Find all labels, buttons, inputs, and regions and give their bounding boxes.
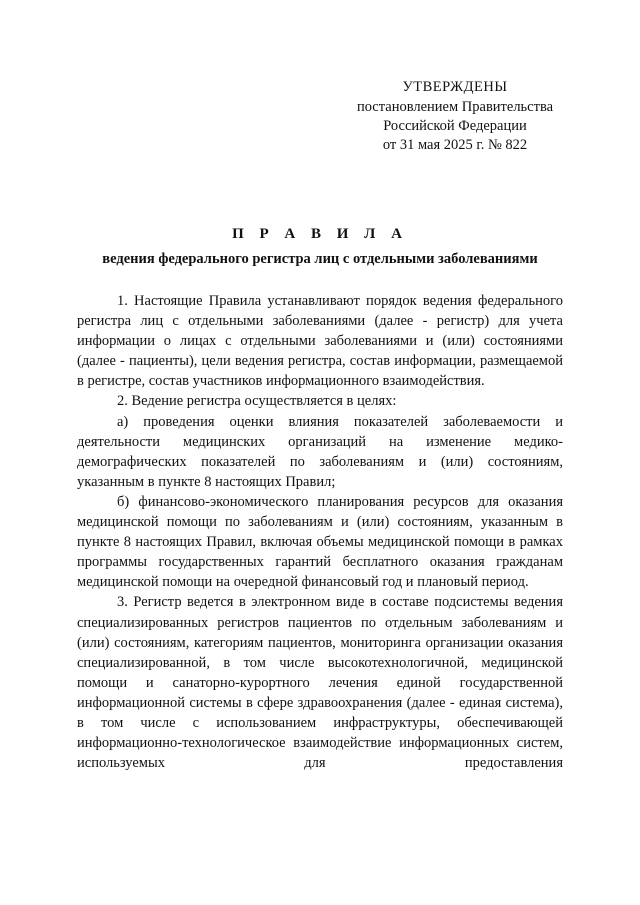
paragraph-2a: а) проведения оценки влияния показателей заболеваемости и деятельности медицинских организаций на изменение медико-демографических показателей по заболеваниям и (или) состояниям, указанным в пункте 8 настоящих Правил; [77, 413, 563, 490]
document-title: П Р А В И Л А [232, 226, 408, 242]
approval-line-3: от 31 мая 2025 г. № 822 [382, 137, 528, 153]
approval-heading: УТВЕРЖДЕНЫ [402, 79, 508, 95]
paragraph-1: 1. Настоящие Правила устанавливают порядок ведения федерального регистра лиц с отдельными заболеваниями (далее - регистр) для учета информации о лицах с отдельными заболеваниями и (или) состояниями (далее - пациенты), цели ведения регистра, состав информации, размещаемой в регистре, состав участников информационного взаимодействия. [77, 293, 563, 390]
paragraph-3: 3. Регистр ведется в электронном виде в составе подсистемы ведения специализированных регистров пациентов по отдельным заболеваниям и (или) состояниям, категориям пациентов, мониторинга организации оказания специализированной, в том числе высокотехнологичной, медицинской помощи и санаторно-курортного лечения единой государственной информационной системы в сфере здравоохранения (далее - единая система), в том числе с использованием инфраструктуры, обеспечивающей информационно-технологическое взаимодействие информационных систем, используемых для предоставления [77, 594, 563, 772]
approval-stamp [340, 78, 570, 155]
paragraph-2b: б) финансово-экономического планирования ресурсов для оказания медицинской помощи по заболеваниям и (или) состояниям, указанным в пункте 8 настоящих Правил, включая объемы медицинской помощи в рамках программы государственных гарантий бесплатного оказания гражданам медицинской помощи на очередной финансовый год и плановый период. [77, 493, 563, 591]
document-body [77, 291, 563, 773]
paragraph-2: 2. Ведение регистра осуществляется в целях: [117, 393, 397, 410]
document-subtitle: ведения федерального регистра лиц с отдельными заболеваниями [102, 251, 538, 267]
approval-line-1: постановлением Правительства [356, 99, 554, 115]
approval-line-2: Российской Федерации [383, 118, 527, 134]
